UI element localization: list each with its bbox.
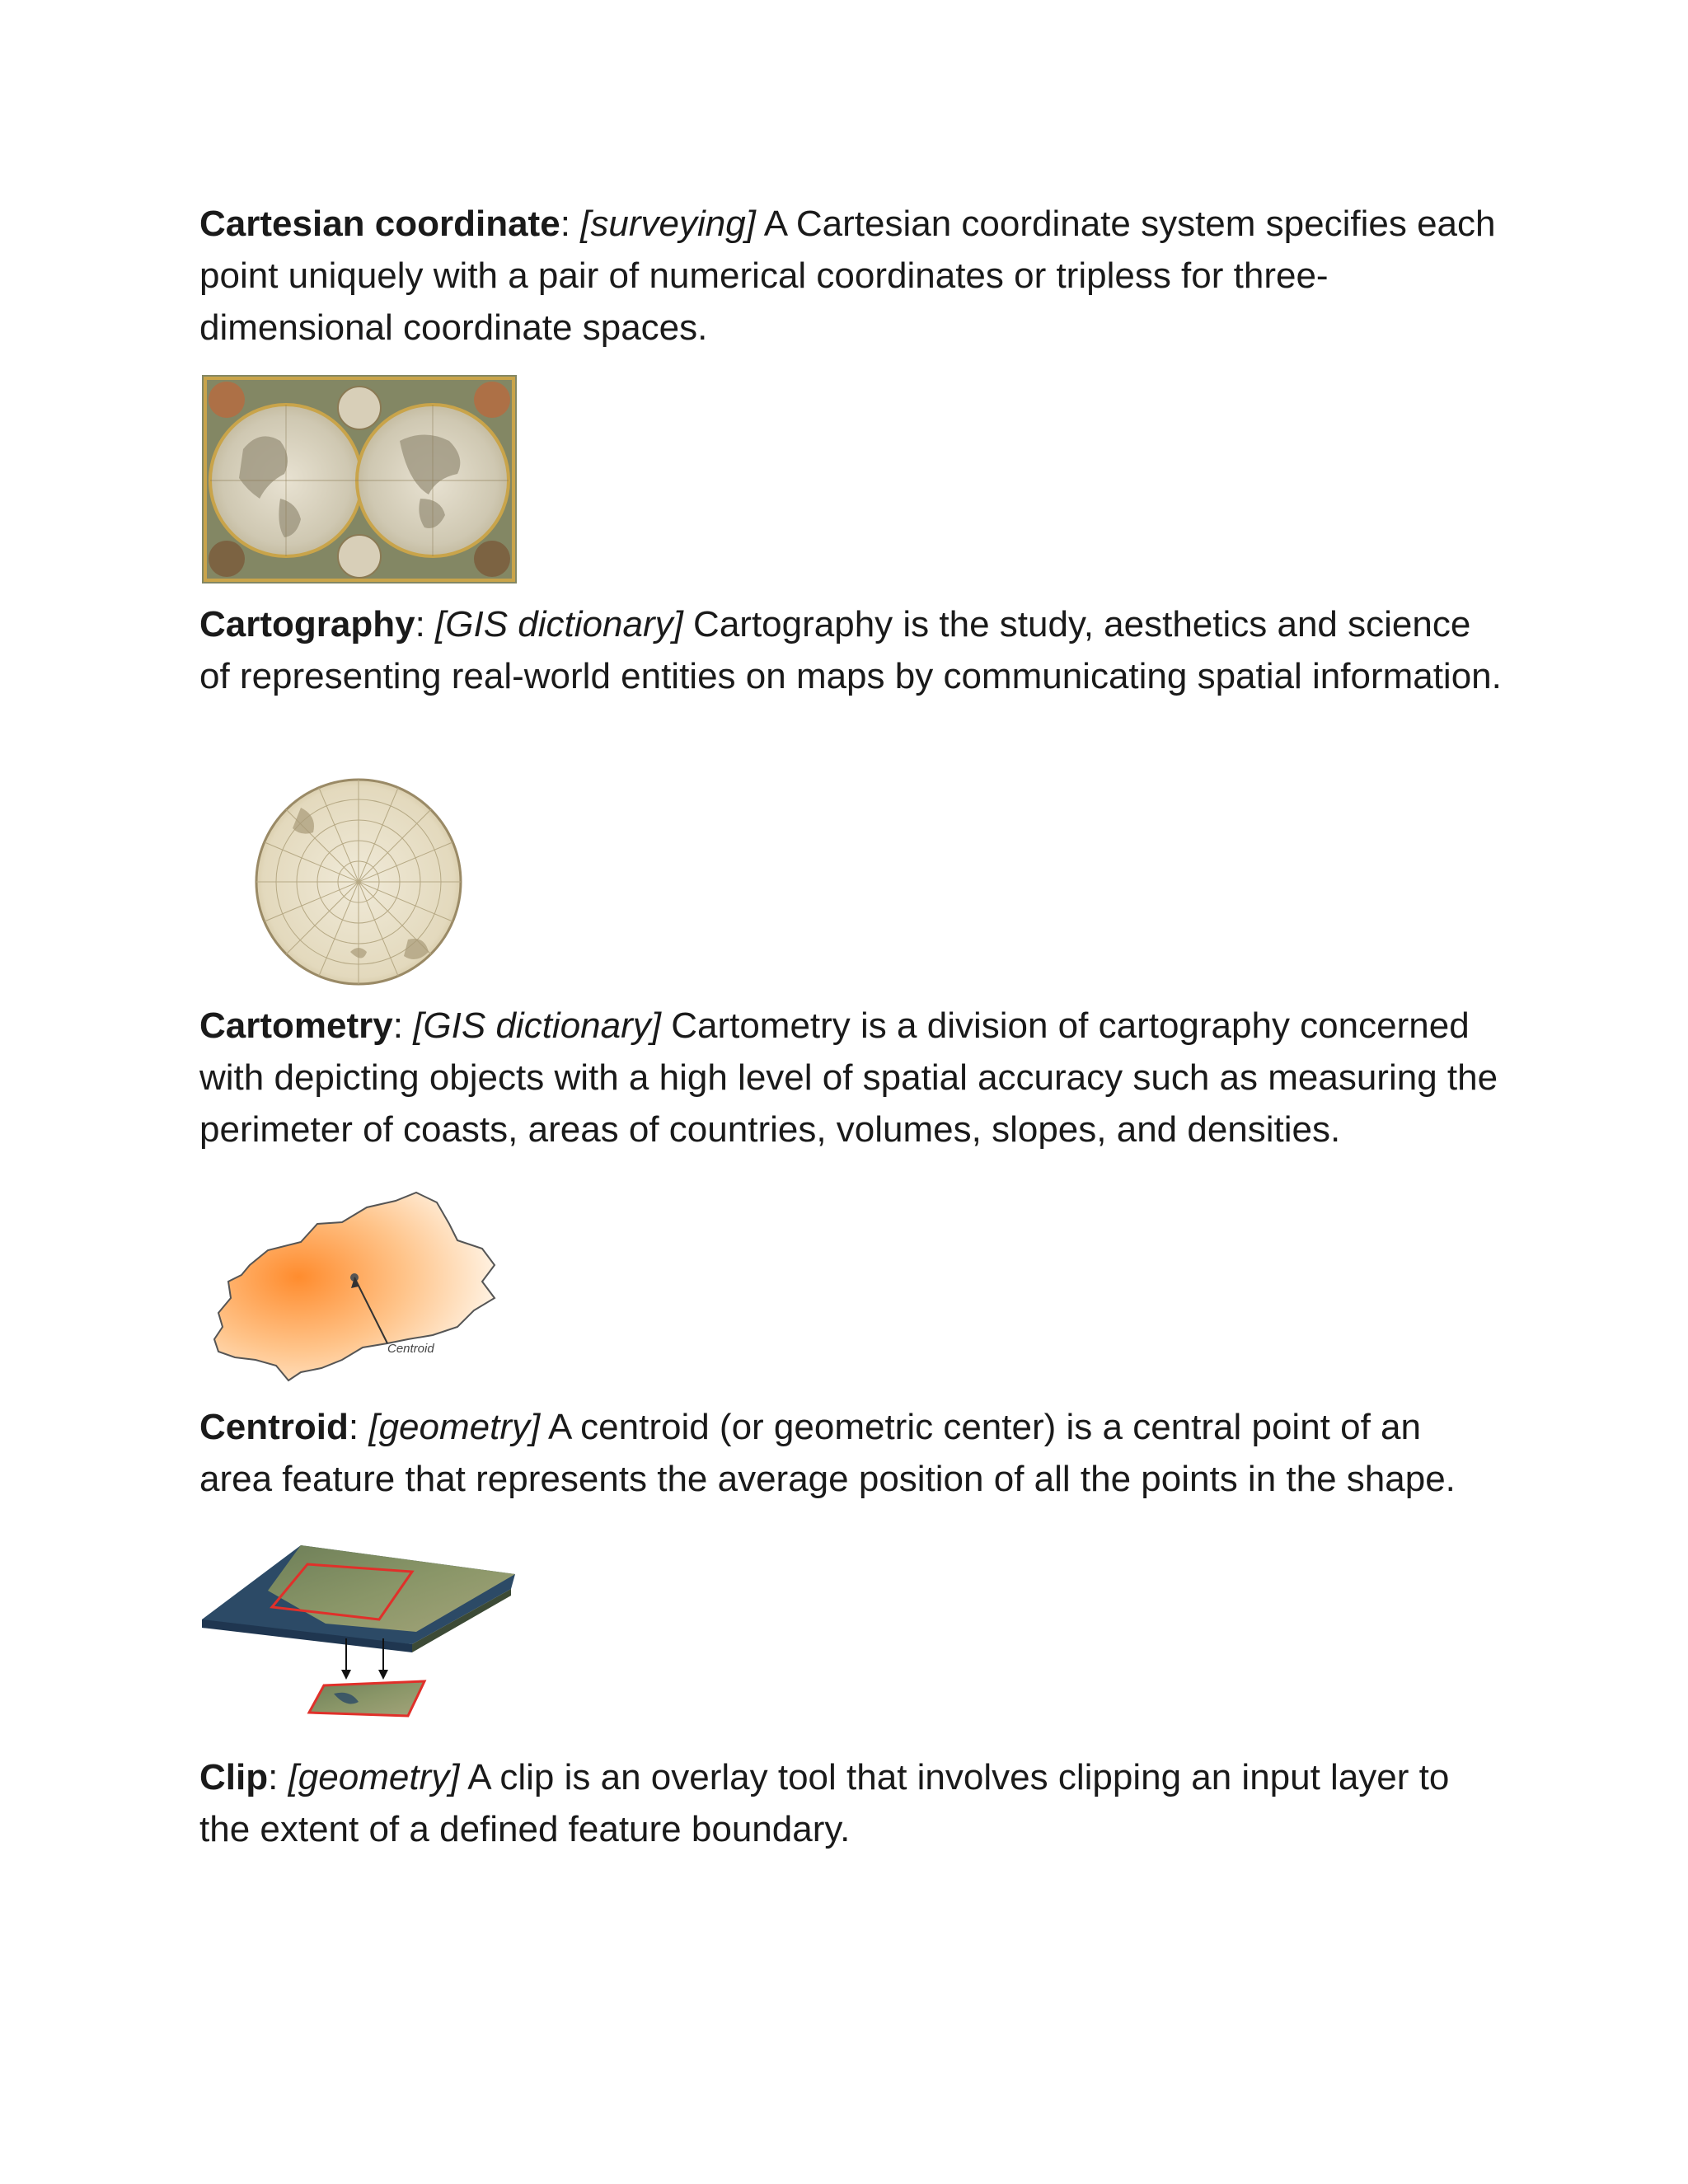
clip-diagram [202, 1541, 519, 1722]
entry-term: Clip [199, 1757, 269, 1797]
entry-separator: : [348, 1407, 369, 1447]
entry-separator: : [392, 1005, 414, 1046]
entry-separator: : [415, 604, 436, 644]
entry-definition: A Cartesian coordinate system specifies each point uniquely with a pair of numerical coordinates or tripless for three-dimensional coordinate spaces. [199, 204, 1496, 348]
world-map-image [202, 375, 517, 583]
entry-term: Centroid [199, 1407, 349, 1447]
entry-cartography [199, 598, 1502, 702]
entry-category: [geometry] [288, 1757, 460, 1797]
entry-category: [GIS dictionary] [413, 1005, 661, 1046]
entry-term: Cartesian coordinate [199, 204, 560, 244]
entry-cartesian-coordinate [199, 198, 1502, 354]
entry-category: [geometry] [368, 1407, 541, 1447]
entry-centroid [199, 1401, 1502, 1505]
entry-definition: Cartometry is a division of cartography concerned with depicting objects with a high level of spatial accuracy such as measuring the perimeter of coasts, areas of countries, volumes, slopes, and densities. [199, 1005, 1498, 1150]
centroid-label: Centroid [387, 1342, 434, 1356]
entry-definition: Cartography is the study, aesthetics and science of representing real-world entities on maps by communicating spatial information. [199, 604, 1502, 696]
entry-cartometry [199, 1000, 1502, 1155]
entry-clip [199, 1751, 1502, 1855]
polar-map-image [251, 775, 466, 989]
entry-separator: : [560, 204, 581, 244]
entry-term: Cartography [199, 604, 415, 644]
entry-definition: A centroid (or geometric center) is a central point of an area feature that represents the average position of all the points in the shape. [199, 1407, 1456, 1499]
entry-category: [surveying] [580, 204, 756, 244]
entry-category: [GIS dictionary] [435, 604, 683, 644]
centroid-diagram [210, 1183, 511, 1385]
entry-separator: : [268, 1757, 288, 1797]
entry-term: Cartometry [199, 1005, 393, 1046]
entry-definition: A clip is an overlay tool that involves clipping an input layer to the extent of a defined feature boundary. [199, 1757, 1450, 1849]
